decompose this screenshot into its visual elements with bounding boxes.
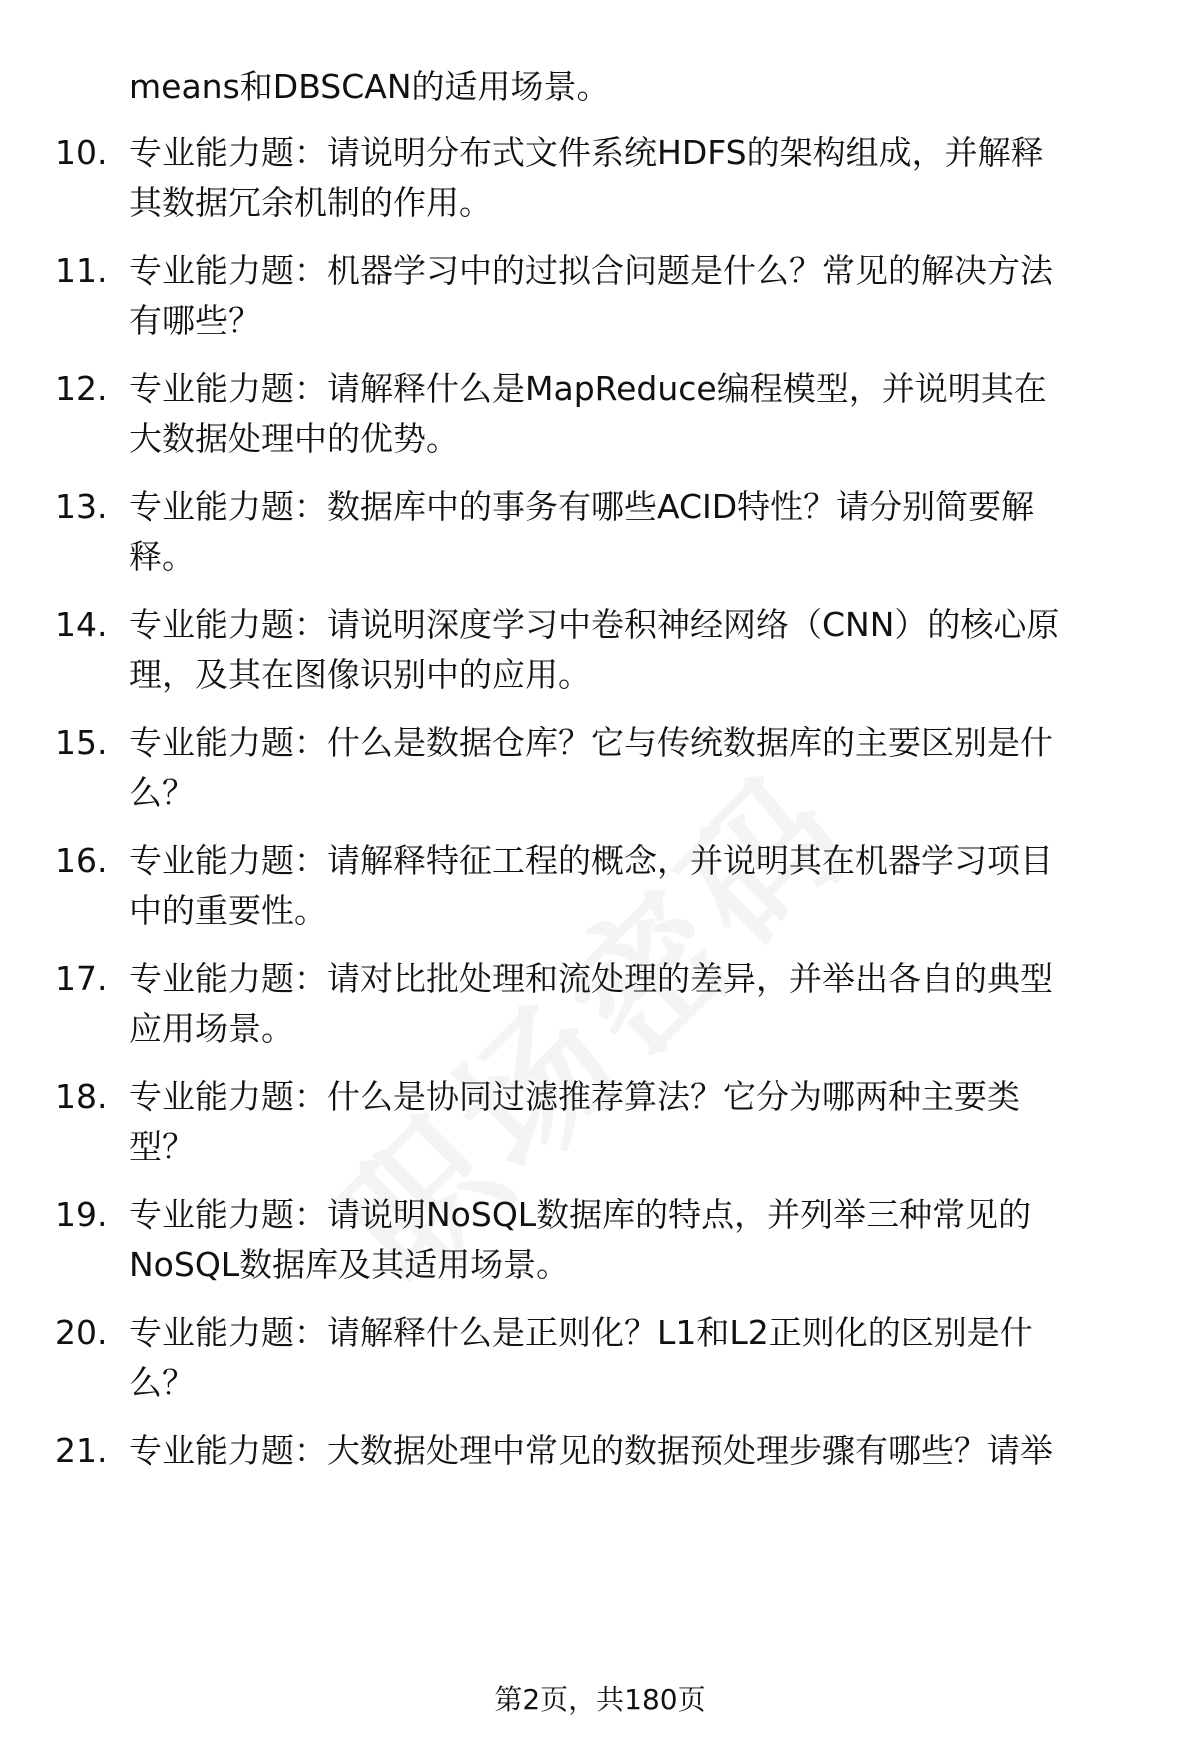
list-item-text [129,718,1149,818]
list-item-line: 释。 [129,537,195,576]
list-item-line: 专业能力题：请解释特征工程的概念，并说明其在机器学习项目 [129,841,1053,880]
list-item-text [129,364,1149,464]
list-item-text [129,954,1149,1054]
list-item-number: 16. [55,841,108,880]
list-item-line: 专业能力题：什么是协同过滤推荐算法？它分为哪两种主要类 [129,1077,1020,1116]
list-item-number: 18. [55,1077,108,1116]
list-item-number: 14. [55,605,108,644]
list-item-line: 专业能力题：请解释什么是正则化？L1和L2正则化的区别是什 [129,1313,1033,1352]
list-item-line: 专业能力题：什么是数据仓库？它与传统数据库的主要区别是什 [129,723,1053,762]
list-item-text [129,1426,1149,1476]
list-item-line: 其数据冗余机制的作用。 [129,183,492,222]
list-item-number: 21. [55,1431,108,1470]
list-item-text [129,600,1149,700]
list-item-number: 11. [55,251,108,290]
list-item-line: 型？ [129,1127,195,1166]
list-item-line: 专业能力题：数据库中的事务有哪些ACID特性？请分别简要解 [129,487,1035,526]
continuation-text: means和DBSCAN的适用场景。 [129,67,610,106]
list-item-line: 中的重要性。 [129,891,327,930]
list-item-text [129,1308,1149,1408]
list-item-line: 大数据处理中的优势。 [129,419,459,458]
list-item-line: 么？ [129,773,195,812]
list-item-line: 专业能力题：请说明分布式文件系统HDFS的架构组成，并解释 [129,133,1044,172]
list-item-line: 专业能力题：请对比批处理和流处理的差异，并举出各自的典型 [129,959,1053,998]
list-item-text [129,246,1149,346]
list-item-line: 专业能力题：大数据处理中常见的数据预处理步骤有哪些？请举 [129,1431,1053,1470]
list-item-number: 20. [55,1313,108,1352]
list-item-text [129,482,1149,582]
list-item-line: 专业能力题：请说明NoSQL数据库的特点，并列举三种常见的 [129,1195,1032,1234]
list-item-number: 12. [55,369,108,408]
list-item-text [129,1072,1149,1172]
list-item-text [129,1190,1149,1290]
list-item-number: 19. [55,1195,108,1234]
list-item-line: 有哪些？ [129,301,261,340]
list-item-number: 15. [55,723,108,762]
list-item-number: 13. [55,487,108,526]
list-item-line: 应用场景。 [129,1009,294,1048]
list-item-line: 专业能力题：请说明深度学习中卷积神经网络（CNN）的核心原 [129,605,1060,644]
list-item-text [129,128,1149,228]
list-item-text [129,836,1149,936]
list-item-line: 专业能力题：机器学习中的过拟合问题是什么？常见的解决方法 [129,251,1053,290]
list-item-line: NoSQL数据库及其适用场景。 [129,1245,570,1284]
list-item-line: 专业能力题：请解释什么是MapReduce编程模型，并说明其在 [129,369,1047,408]
list-item-line: 么？ [129,1363,195,1402]
list-item-number: 17. [55,959,108,998]
list-item-line: 理，及其在图像识别中的应用。 [129,655,591,694]
list-item-number: 10. [55,133,108,172]
page-footer: 第2页，共180页 [494,1683,706,1716]
